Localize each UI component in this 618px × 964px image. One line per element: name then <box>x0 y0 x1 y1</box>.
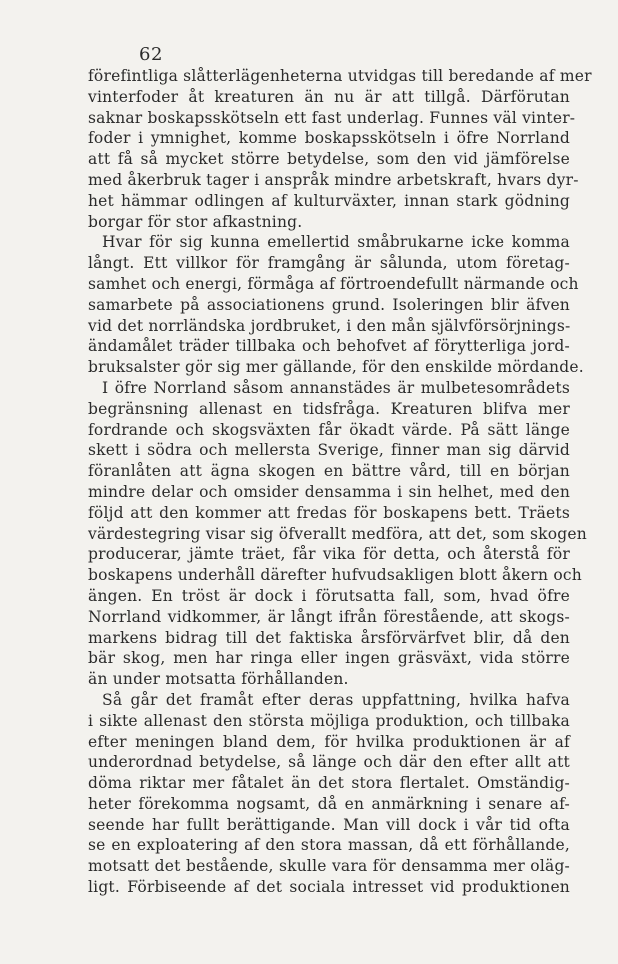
page-number: 62 <box>139 44 163 65</box>
text-line: fordrande och skogsväxten får ökadt värde. På sätt länge <box>88 420 570 439</box>
text-line: döma riktar mer fåtalet än det stora flertalet. Omständig- <box>88 774 570 793</box>
text-line: bruksalster gör sig mer gällande, för den enskilde mördande. <box>88 358 584 377</box>
text-line: heter förekomma nogsamt, då en anmärkning i senare af- <box>88 794 570 813</box>
text-line: samhet och energi, förmåga af förtroendefullt närmande och <box>88 274 579 293</box>
text-line: markens bidrag till det faktiska årsförvärfvet blir, då den <box>88 628 570 647</box>
text-line: Hvar för sig kunna emellertid småbrukarne icke komma <box>102 233 570 252</box>
text-line: skett i södra och mellersta Sverige, finner man sig därvid <box>88 441 570 460</box>
text-line: mindre delar och omsider densamma i sin helhet, med den <box>88 482 570 501</box>
text-line: samarbete på associationens grund. Isoleringen blir äfven <box>88 295 570 314</box>
text-line: Så går det framåt efter deras uppfattning, hvilka hafva <box>102 690 570 709</box>
text-line: I öfre Norrland såsom annanstädes är mulbetesområdets <box>102 378 570 397</box>
text-line: bär skog, men har ringa eller ingen gräsväxt, vida större <box>88 649 570 668</box>
text-line: ändamålet träder tillbaka och behofvet af förytterliga jord- <box>88 337 570 356</box>
text-line: motsatt det bestående, skulle vara för densamma mer oläg- <box>88 857 570 876</box>
text-line: het hämmar odlingen af kulturväxter, innan stark gödning <box>88 191 570 210</box>
text-line: Norrland vidkommer, är långt ifrån förestående, att skogs- <box>88 607 570 626</box>
text-line: efter meningen bland dem, för hvilka produktionen är af <box>88 732 570 751</box>
text-line: förefintliga slåtterlägenheterna utvidgas till beredande af mer <box>88 67 592 85</box>
text-line: seende har fullt berättigande. Man vill dock i vår tid ofta <box>88 815 570 834</box>
text-line: långt. Ett villkor för framgång är sålunda, utom företag- <box>88 254 570 273</box>
text-line: än under motsatta förhållanden. <box>88 670 349 689</box>
text-line: vid det norrländska jordbruket, i den mån självförsörjnings- <box>88 316 571 335</box>
text-line: foder i ymnighet, komme boskapsskötseln i öfre Norrland <box>88 129 570 148</box>
text-line: producerar, jämte träet, får vika för detta, och återstå för <box>88 545 570 564</box>
text-line: följd att den kommer att fredas för boskapens bett. Träets <box>88 503 570 522</box>
text-line: med åkerbruk tager i anspråk mindre arbetskraft, hvars dyr- <box>88 170 579 189</box>
text-line: saknar boskapsskötseln ett fast underlag. Funnes väl vinter- <box>88 108 576 127</box>
text-line: begränsning allenast en tidsfråga. Kreaturen blifva mer <box>88 399 570 418</box>
text-line: ligt. Förbiseende af det sociala intresset vid produktionen <box>88 878 570 897</box>
text-line: värdestegring visar sig öfverallt medföra, att det, som skogen <box>88 524 587 543</box>
text-line: se en exploatering af den stora massan, då ett förhållande, <box>88 836 570 855</box>
text-line: borgar för stor afkastning. <box>88 212 303 231</box>
text-line: att få så mycket större betydelse, som den vid jämförelse <box>88 150 570 169</box>
text-line: i sikte allenast den största möjliga produktion, och tillbaka <box>88 711 570 730</box>
body-text <box>88 66 592 898</box>
text-line: ängen. En tröst är dock i förutsatta fall, som, hvad öfre <box>88 586 570 605</box>
text-line: vinterfoder åt kreaturen än nu är att tillgå. Därförutan <box>88 87 570 106</box>
text-line: boskapens underhåll därefter hufvudsakligen blott åkern och <box>88 566 582 585</box>
text-line: föranlåten att ägna skogen en bättre vård, till en början <box>88 462 570 481</box>
text-line: underordnad betydelse, så länge och där den efter allt att <box>88 753 570 772</box>
